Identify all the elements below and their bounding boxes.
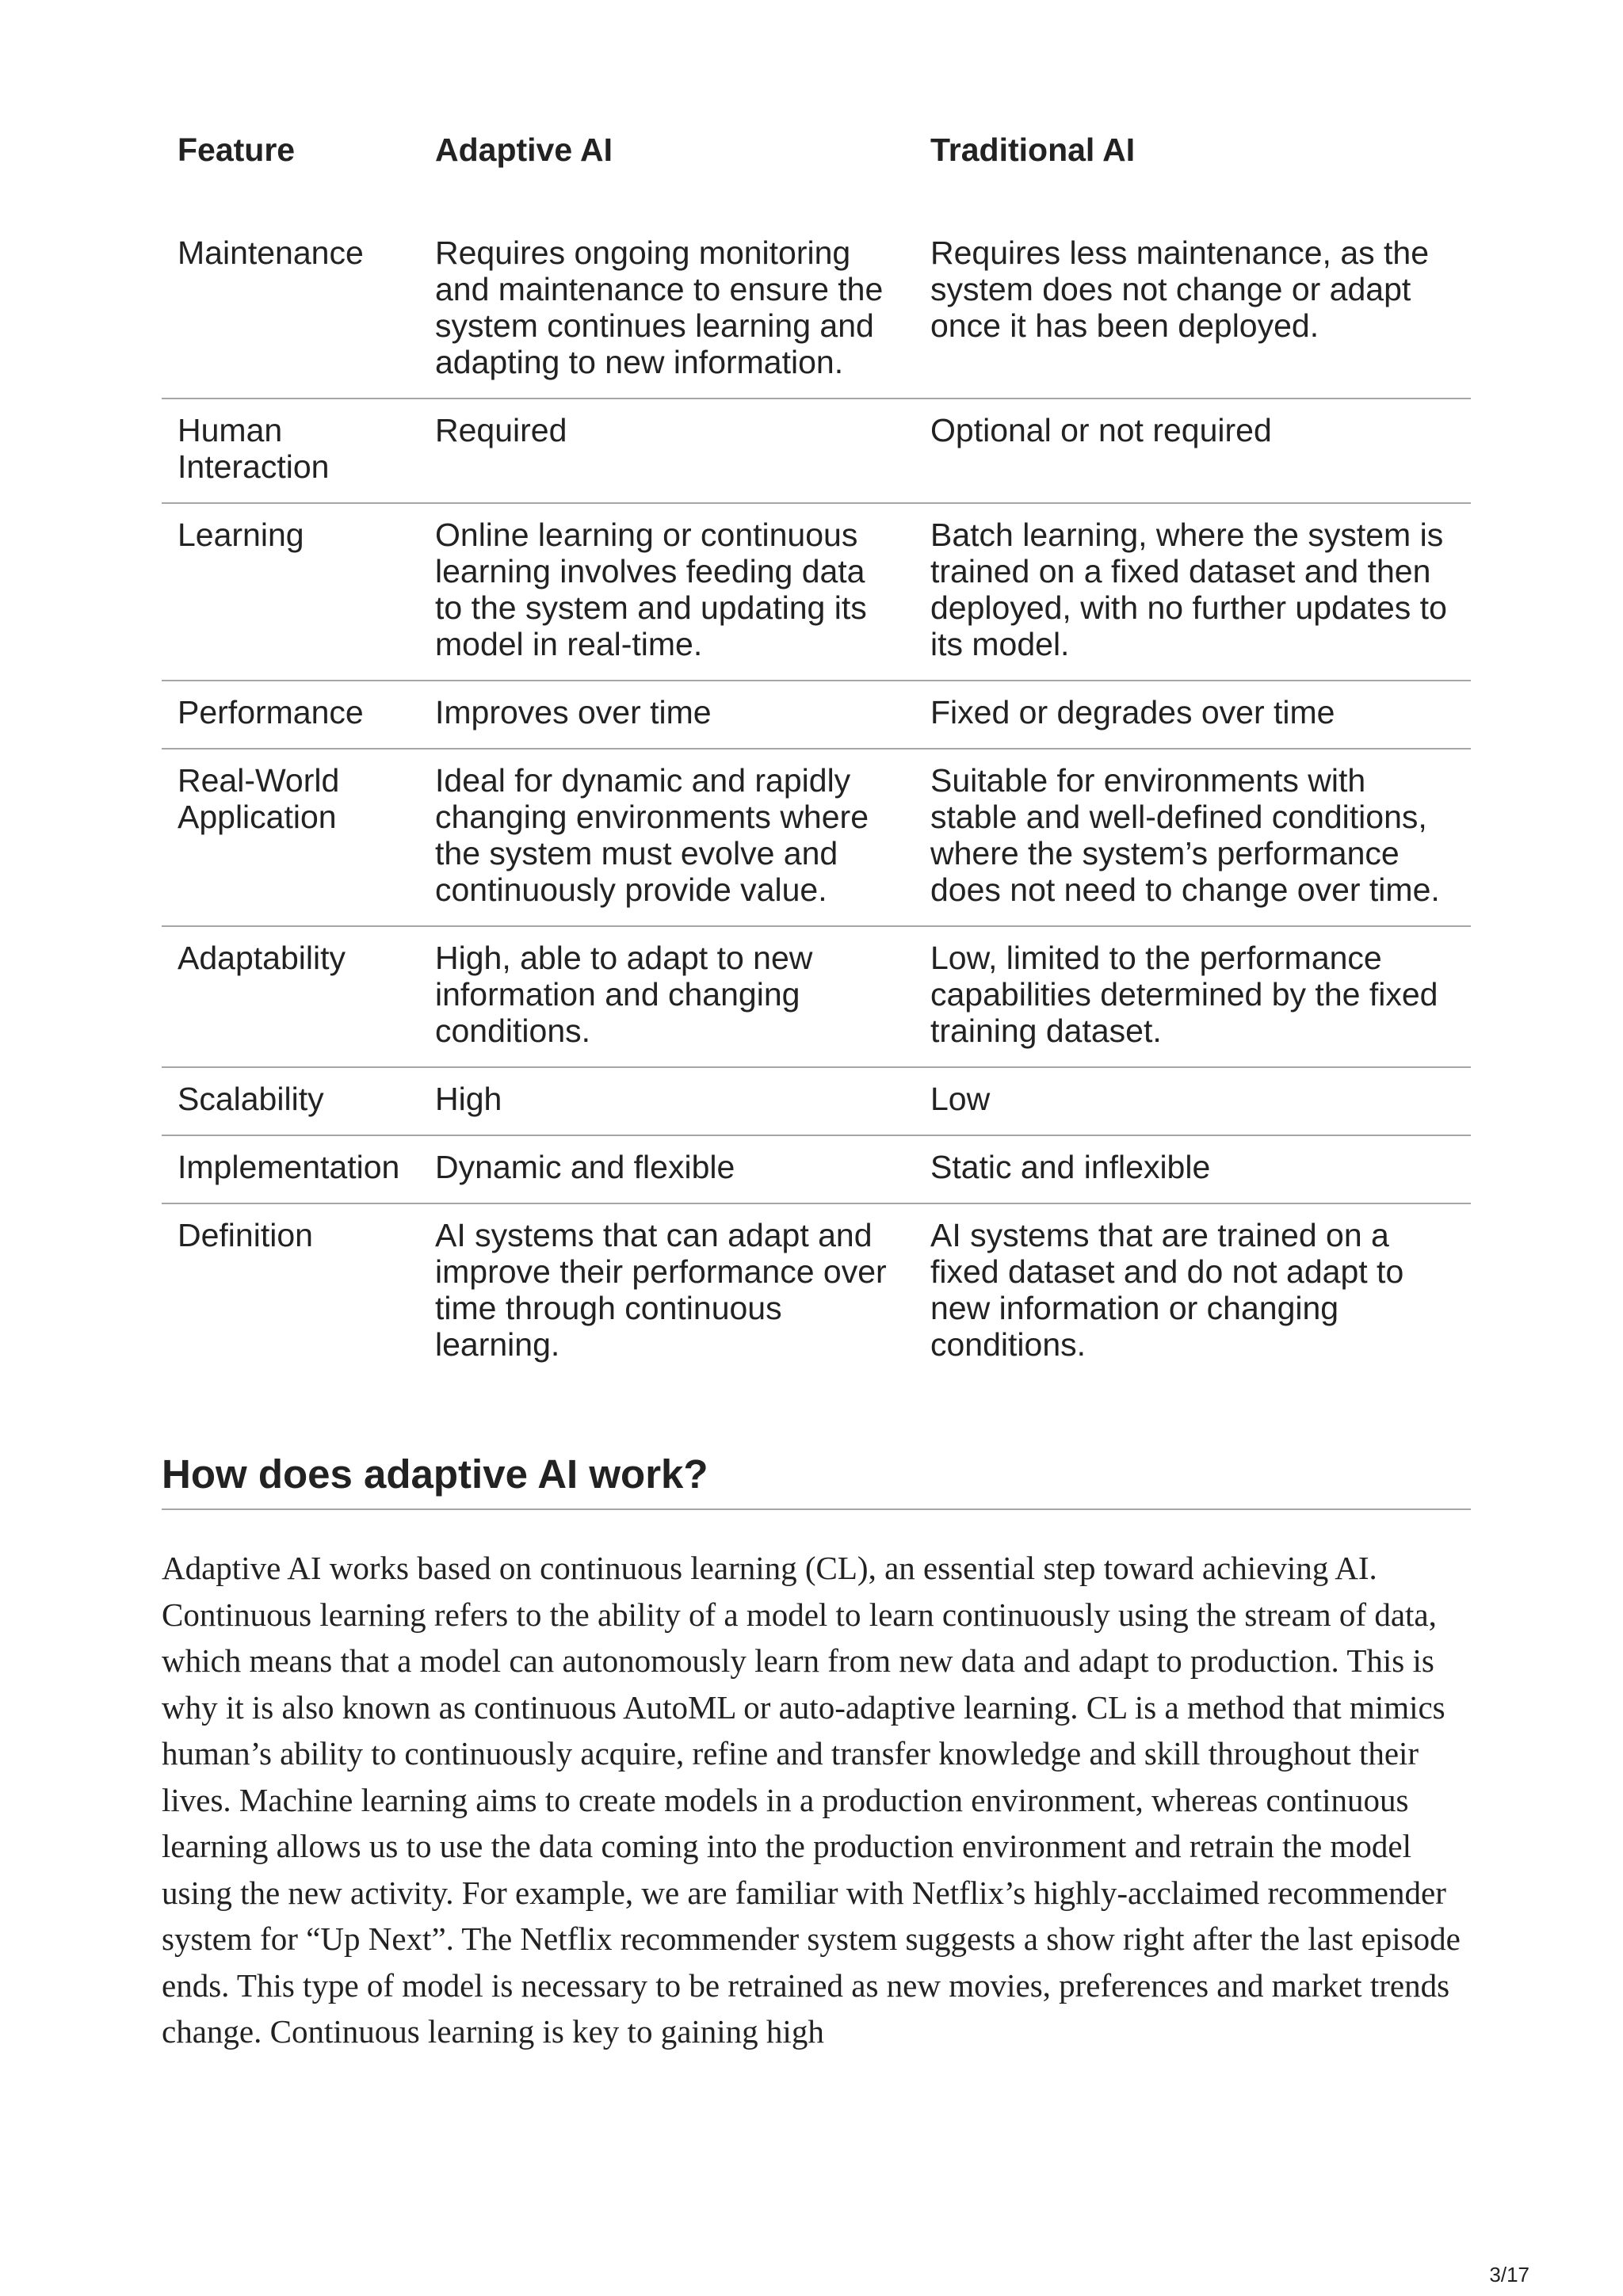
feature-cell: Implementation xyxy=(162,1135,419,1203)
adaptive-cell: Ideal for dynamic and rapidly changing environments where the system must evolve and continuously provide value. xyxy=(419,749,915,926)
feature-cell: Adaptability xyxy=(162,926,419,1067)
feature-cell: Scalability xyxy=(162,1067,419,1135)
traditional-cell: Low xyxy=(915,1067,1471,1135)
header-adaptive-ai: Adaptive AI xyxy=(435,132,613,168)
traditional-cell: Suitable for environments with stable and well-defined conditions, where the system’s performance does not need to change over time. xyxy=(915,749,1471,926)
feature-cell: Learning xyxy=(162,503,419,681)
table-row xyxy=(162,399,1471,503)
adaptive-cell: Dynamic and flexible xyxy=(419,1135,915,1203)
table-row xyxy=(162,1067,1471,1135)
adaptive-cell: High, able to adapt to new information and changing conditions. xyxy=(419,926,915,1067)
traditional-cell: Optional or not required xyxy=(915,399,1471,503)
feature-cell: Maintenance xyxy=(178,235,364,271)
adaptive-cell: High xyxy=(419,1067,915,1135)
traditional-cell: Fixed or degrades over time xyxy=(915,681,1471,749)
feature-cell: Real-World Application xyxy=(162,749,419,926)
feature-cell: Definition xyxy=(162,1203,419,1380)
table-row xyxy=(162,503,1471,681)
page-number: 3/17 xyxy=(1489,2263,1529,2286)
table-row xyxy=(162,681,1471,749)
adaptive-cell: Requires ongoing monitoring and maintenance to ensure the system continues learning and adapting to new information. xyxy=(435,235,884,380)
traditional-cell: Static and inflexible xyxy=(915,1135,1471,1203)
adaptive-cell: AI systems that can adapt and improve their performance over time through continuous learning. xyxy=(419,1203,915,1380)
adaptive-cell: Online learning or continuous learning involves feeding data to the system and updating its model in real-time. xyxy=(419,503,915,681)
feature-cell: Human Interaction xyxy=(162,399,419,503)
body-paragraph: Adaptive AI works based on continuous learning (CL), an essential step toward achieving AI. Continuous learning refers to the ability of a model to learn continuously using the stream of data, which means that a model can autonomously learn from new data and adapt to production. This is why it is also known as continuous AutoML or auto-adaptive learning. CL is a method that mimics human’s ability to continuously acquire, refine and transfer knowledge and skill throughout their lives. Machine learning aims to create models in a production environment, whereas continuous learning allows us to use the data coming into the production environment and retrain the model using the new activity. For example, we are familiar with Netflix’s highly-acclaimed recommender system for “Up Next”. The Netflix recommender system suggests a show right after the last episode ends. This type of model is necessary to be retrained as new movies, preferences and market trends change. Continuous learning is key to gaining high xyxy=(162,1550,1461,2050)
feature-cell: Performance xyxy=(162,681,419,749)
header-feature: Feature xyxy=(178,132,296,168)
table-row xyxy=(162,1135,1471,1203)
table-row xyxy=(162,1203,1471,1380)
traditional-cell: Requires less maintenance, as the system does not change or adapt once it has been deployed. xyxy=(930,235,1430,344)
traditional-cell: AI systems that are trained on a fixed dataset and do not adapt to new information or changing conditions. xyxy=(915,1203,1471,1380)
table-row xyxy=(162,926,1471,1067)
table-header-row xyxy=(162,119,1471,222)
traditional-cell: Low, limited to the performance capabilities determined by the fixed training dataset. xyxy=(915,926,1471,1067)
table-row xyxy=(162,749,1471,926)
traditional-cell: Batch learning, where the system is trained on a fixed dataset and then deployed, with no further updates to its model. xyxy=(915,503,1471,681)
adaptive-cell: Improves over time xyxy=(419,681,915,749)
comparison-table xyxy=(162,119,1471,1380)
section-heading: How does adaptive AI work? xyxy=(162,1451,1471,1510)
table-row xyxy=(162,222,1471,399)
adaptive-cell: Required xyxy=(419,399,915,503)
header-traditional-ai: Traditional AI xyxy=(930,132,1136,168)
